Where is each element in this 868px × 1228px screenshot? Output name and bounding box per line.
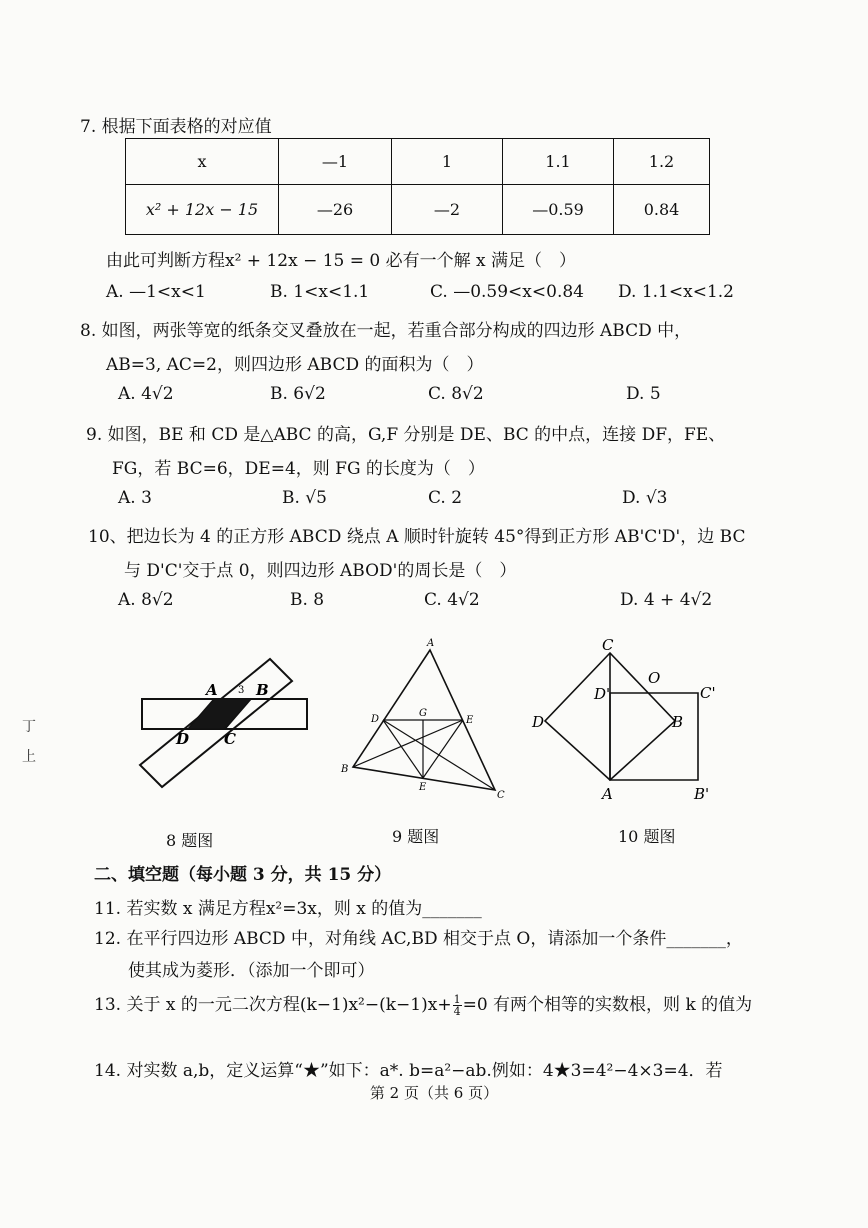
page-footer: 第 2 页（共 6 页） bbox=[369, 1084, 499, 1102]
label-b-prime: B' bbox=[694, 785, 710, 803]
label-a: A bbox=[206, 681, 218, 699]
overlap-quadrilateral bbox=[188, 699, 251, 729]
q9-option-c: C. 2 bbox=[428, 488, 463, 508]
label-a: A bbox=[602, 785, 613, 803]
table-cell: 1.1 bbox=[503, 139, 614, 185]
table-cell: —0.59 bbox=[503, 185, 614, 235]
label-b: B bbox=[341, 764, 349, 775]
q11: 11. 若实数 x 满足方程x²=3x，则 x 的值为_______ bbox=[94, 899, 482, 919]
label-b: B bbox=[672, 713, 684, 731]
q7-option-b: B. 1<x<1.1 bbox=[270, 282, 370, 302]
figure-10-squares bbox=[530, 635, 730, 810]
label-a: A bbox=[427, 638, 435, 649]
label-d-prime: D' bbox=[594, 685, 611, 703]
table-cell: —1 bbox=[279, 139, 392, 185]
table-cell: 1.2 bbox=[614, 139, 710, 185]
label-g: G bbox=[419, 708, 427, 719]
q13-pre: 13. 关于 x 的一元二次方程(k−1)x²−(k−1)x+ bbox=[94, 995, 452, 1015]
q8-line1: 8. 如图，两张等宽的纸条交叉叠放在一起，若重合部分构成的四边形 ABCD 中， bbox=[80, 321, 692, 341]
label-e: E bbox=[466, 715, 474, 726]
q8-option-b: B. 6√2 bbox=[270, 384, 326, 404]
segment-df bbox=[383, 720, 423, 778]
figure-9-triangle bbox=[335, 632, 515, 807]
table-cell: 0.84 bbox=[614, 185, 710, 235]
q10-line2: 与 D'C'交于点 0，则四边形 ABOD'的周长是（ ） bbox=[124, 561, 517, 581]
q7-option-c: C. —0.59<x<0.84 bbox=[430, 282, 584, 302]
q7-option-d: D. 1.1<x<1.2 bbox=[618, 282, 734, 302]
q8-option-a: A. 4√2 bbox=[118, 384, 174, 404]
q13 bbox=[94, 990, 752, 1017]
q10-option-a: A. 8√2 bbox=[118, 590, 174, 610]
q9-line2: FG，若 BC=6，DE=4，则 FG 的长度为（ ） bbox=[112, 459, 485, 479]
q14: 14. 对实数 a,b，定义运算“★”如下：a*. b=a²−ab.例如：4★3=4²−4×3=4．若 bbox=[94, 1061, 723, 1081]
q8-option-d: D. 5 bbox=[626, 384, 661, 404]
table-cell: 1 bbox=[392, 139, 503, 185]
q12-line2: 使其成为菱形．（添加一个即可） bbox=[128, 961, 375, 981]
label-c: C bbox=[224, 730, 236, 748]
fraction-one-quarter bbox=[453, 994, 462, 1017]
q10-option-c: C. 4√2 bbox=[424, 590, 480, 610]
q10-option-b: B. 8 bbox=[290, 590, 325, 610]
figure-9-caption: 9 题图 bbox=[392, 827, 440, 846]
q9-option-b: B. √5 bbox=[282, 488, 327, 508]
q12-line1: 12. 在平行四边形 ABCD 中，对角线 AC,BD 相交于点 O，请添加一个条件_______， bbox=[94, 929, 743, 949]
label-o: O bbox=[648, 669, 661, 687]
table-cell: —26 bbox=[279, 185, 392, 235]
label-d: D bbox=[532, 713, 545, 731]
table-cell: x² + 12x − 15 bbox=[126, 185, 279, 235]
label-c: C bbox=[602, 636, 614, 654]
q8-option-c: C. 8√2 bbox=[428, 384, 484, 404]
q7-option-a: A. —1<x<1 bbox=[106, 282, 206, 302]
value-table bbox=[125, 138, 710, 235]
q7-stem: 7. 根据下面表格的对应值 bbox=[80, 117, 272, 137]
fraction-denominator: 4 bbox=[453, 1005, 461, 1018]
q10-line1: 10、把边长为 4 的正方形 ABCD 绕点 A 顺时针旋转 45°得到正方形 AB'C'D'，边 BC bbox=[88, 527, 746, 547]
label-c-prime: C' bbox=[700, 684, 716, 702]
figure-8-caption: 8 题图 bbox=[166, 831, 214, 850]
table-cell: x bbox=[126, 139, 279, 185]
table-cell: —2 bbox=[392, 185, 503, 235]
label-d: D bbox=[176, 730, 190, 748]
q8-line2: AB=3, AC=2，则四边形 ABCD 的面积为（ ） bbox=[106, 355, 484, 375]
figure-10-caption: 10 题图 bbox=[618, 827, 676, 846]
figure-8-paper-strips bbox=[130, 645, 320, 795]
q9-option-a: A. 3 bbox=[118, 488, 152, 508]
fraction-numerator: 1 bbox=[453, 993, 461, 1006]
q13-post: =0 有两个相等的实数根，则 k 的值为 bbox=[462, 995, 753, 1015]
q9-line1: 9. 如图，BE 和 CD 是△ABC 的高，G,F 分别是 DE、BC 的中点，连接 DF，FE、 bbox=[86, 425, 726, 445]
q7-follow: 由此可判断方程x² + 12x − 15 = 0 必有一个解 x 满足（ ） bbox=[106, 251, 577, 271]
label-3: 3 bbox=[238, 685, 245, 696]
label-f: E bbox=[419, 782, 427, 793]
margin-mark: 上 bbox=[22, 749, 36, 765]
label-c: C bbox=[497, 790, 505, 801]
label-d: D bbox=[371, 714, 380, 725]
margin-mark: 丁 bbox=[22, 719, 36, 735]
q9-option-d: D. √3 bbox=[622, 488, 668, 508]
q10-option-d: D. 4 + 4√2 bbox=[620, 590, 713, 610]
section-title: 二、填空题（每小题 3 分，共 15 分） bbox=[94, 865, 392, 885]
label-b: B bbox=[256, 681, 269, 699]
